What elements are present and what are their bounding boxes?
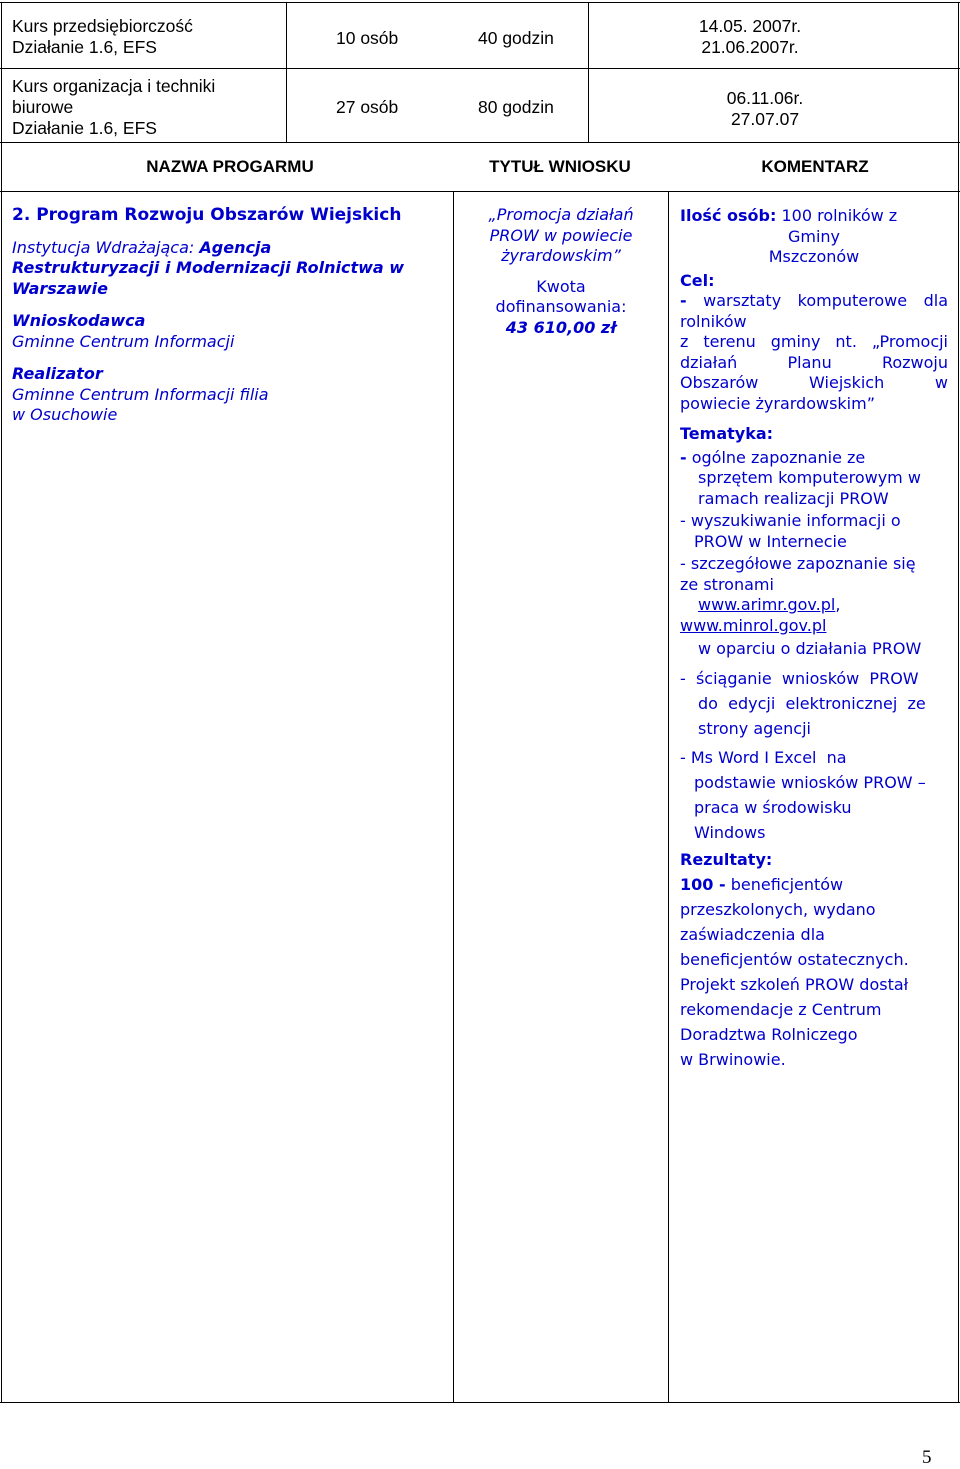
- course-dates: [670, 16, 830, 58]
- executor-location: w Osuchowie: [12, 405, 118, 424]
- persons-count: 10 osób: [336, 28, 399, 48]
- column-divider: [453, 191, 454, 1402]
- table-bottom-border: [0, 1402, 960, 1403]
- goal-block: Cel: - warsztaty komputerowe dla rolników z terenu gminy nt. „Promocji działań Planu Rozwoju Obszarów Wiejskich w powiecie żyrardowskim”: [680, 270, 948, 413]
- funding-amount: 43 610,00 zł: [505, 317, 617, 337]
- start-date: 14.05. 2007r.: [698, 16, 802, 36]
- column-divider: [286, 2, 287, 142]
- participants: Ilość osób: 100 rolników z Gminy Mszczonów: [680, 206, 898, 266]
- header-program-name: NAZWA PROGARMU: [146, 157, 314, 176]
- participants-value: 100 rolników z: [781, 206, 898, 225]
- header-bottom-border: [0, 191, 960, 192]
- course-dates: [690, 88, 840, 130]
- link-arimr[interactable]: www.arimr.gov.pl: [698, 595, 836, 614]
- topics-block: Tematyka: - ogólne zapoznanie ze sprzętem komputerowym w ramach realizacji PROW - wyszukiwanie informacji o PROW w Internecie - szczegółowe zapoznanie się ze stronami www.arimr.gov.pl, www.minrol.gov.pl w oparciu o działania PROW - ściąganie wniosków PROW do edycji elektronicznej ze strony agencji - Ms Word I Excel na podstawie wniosków PROW – praca w środowisku Windows: [680, 424, 948, 845]
- applicant-name: Gminne Centrum Informacji: [12, 331, 235, 351]
- course-name-cont: biurowe: [12, 97, 74, 117]
- program-cell: [12, 205, 448, 426]
- funding-label: Kwota dofinansowania:: [495, 276, 627, 316]
- course-cell: [12, 16, 193, 58]
- results-label: Rezultaty:: [680, 849, 773, 869]
- end-date: 27.07.07: [730, 109, 800, 129]
- institution-city: Warszawie: [12, 278, 108, 298]
- executor-label: Realizator: [12, 364, 103, 383]
- implementing-institution: [12, 238, 448, 300]
- executor-name: Gminne Centrum Informacji filia: [12, 384, 269, 404]
- table-left-border: [1, 2, 2, 1402]
- comment-cell: [680, 206, 948, 1072]
- end-date: 21.06.2007r.: [701, 37, 799, 57]
- header-comment: KOMENTARZ: [761, 157, 869, 176]
- program-heading: 2. Program Rozwoju Obszarów Wiejskich: [12, 205, 402, 225]
- application-title-cell: [456, 205, 666, 338]
- start-date: 06.11.06r.: [726, 88, 804, 108]
- applicant-label: Wnioskodawca: [12, 311, 146, 330]
- hours-count: 80 godzin: [478, 97, 554, 117]
- course-measure: Działanie 1.6, EFS: [12, 118, 157, 138]
- application-title: „Promocja działań PROW w powiecie żyrardowskim”: [488, 205, 634, 265]
- goal-label: Cel:: [680, 270, 715, 290]
- row-divider: [0, 68, 960, 69]
- executor-block: [12, 364, 448, 426]
- course-name: Kurs organizacja i techniki: [12, 76, 216, 96]
- results-block: Rezultaty: 100 - beneficjentów przeszkolonych, wydano zaświadczenia dla beneficjentów ostatecznych. Projekt szkoleń PROW dostał rekomendacje z Centrum Doradztwa Rolniczego w Brwinowie.: [680, 847, 948, 1072]
- row-divider: [0, 142, 960, 143]
- page-number: 5: [922, 1447, 932, 1468]
- participants-label: Ilość osób:: [680, 206, 777, 225]
- link-minrol[interactable]: www.minrol.gov.pl: [680, 615, 827, 635]
- header-application-title: TYTUŁ WNIOSKU: [489, 157, 631, 176]
- table-top-border: [0, 2, 960, 3]
- course-cell: [12, 76, 215, 139]
- course-name: Kurs przedsiębiorczość: [12, 16, 193, 36]
- persons-count: 27 osób: [336, 97, 399, 117]
- institution-name-cont: Restrukturyzacji i Modernizacji Rolnictwa w: [12, 258, 405, 277]
- course-measure: Działanie 1.6, EFS: [12, 37, 157, 57]
- column-divider: [588, 2, 589, 142]
- institution-label: Instytucja Wdrażająca:: [12, 237, 195, 257]
- topics-label: Tematyka:: [680, 424, 774, 443]
- institution-name: Agencja: [199, 237, 272, 257]
- hours-count: 40 godzin: [478, 28, 554, 48]
- applicant-block: [12, 311, 448, 352]
- table-right-border: [958, 2, 959, 1402]
- column-divider: [668, 191, 669, 1402]
